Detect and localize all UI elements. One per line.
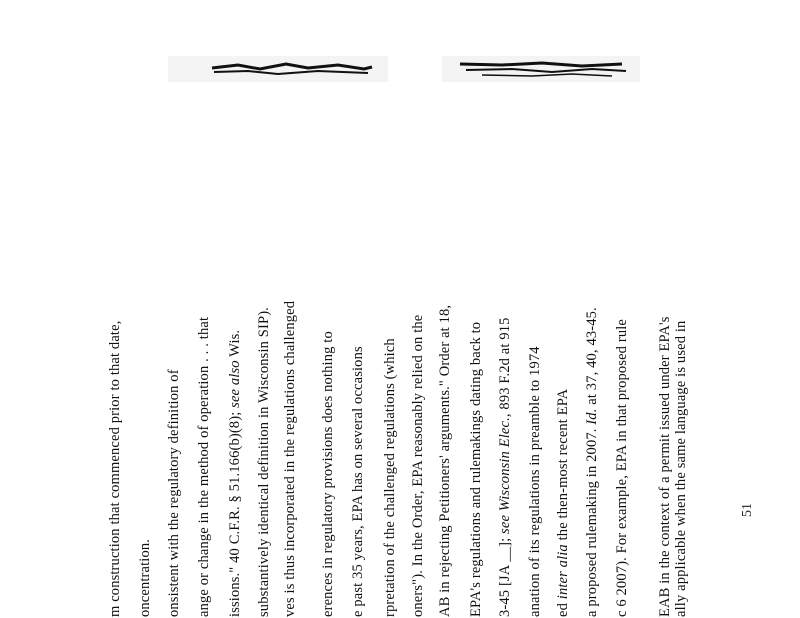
text-line: e past 35 years, EPA has on several occasions [350,346,366,617]
scan-header-left [168,56,388,82]
page-number: 51 [740,503,755,517]
text-line: ange or change in the method of operation . . . that [196,316,212,617]
text-line: anation of its regulations in preamble to 1974 [527,346,543,617]
text-line: onsistent with the regulatory definition of [166,369,182,617]
text-line: ally applicable when the same language is used in [673,320,689,617]
text-line: a proposed rulemaking in 2007. Id. at 37, 40, 43-45. [584,307,600,617]
text-line: substantively identical definition in Wisconsin SIP). [256,307,272,617]
scan-header-right [442,56,640,82]
scribble-mark-left [168,56,388,82]
text-line: erences in regulatory provisions does nothing to [320,331,336,617]
text-line: rpretation of the challenged regulations (which [382,338,398,617]
text-line: m construction that commenced prior to that date, [107,320,123,617]
text-line: oncentration. [137,538,153,617]
text-line: EAB in the context of a permit issued under EPA's [657,316,673,617]
text-line: AB in rejecting Petitioners' arguments." Order at 18, [437,304,453,617]
text-line: ed inter alia the then-most recent EPA [555,388,571,617]
scribble-mark-right [442,56,640,82]
text-line: issions." 40 C.F.R. § 51.166(b)(8); see also Wis. [227,329,243,617]
text-line: c 6 2007). For example, EPA in that proposed rule [614,319,630,617]
text-line: ves is thus incorporated in the regulations challenged [282,300,298,617]
text-line: 3-45 [JA __]; see Wisconsin Elec., 893 F.2d at 915 [497,317,513,617]
text-line: EPA's regulations and rulemakings dating back to [468,321,484,617]
text-line: oners"). In the Order, EPA reasonably relied on the [410,314,426,617]
